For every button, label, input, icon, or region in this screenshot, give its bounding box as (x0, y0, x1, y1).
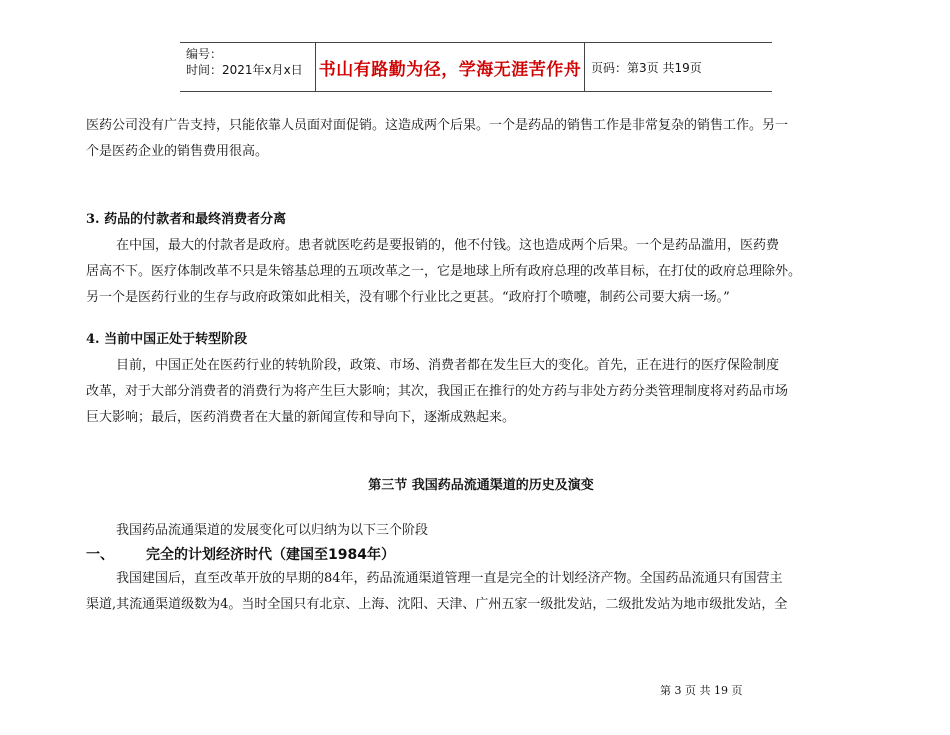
text-line: 巨大影响；最后，医药消费者在大量的新闻宣传和导向下，逐渐成熟起来。 (86, 410, 516, 425)
chapter-intro: 我国药品流通渠道的发展变化可以归纳为以下三个阶段 (116, 523, 429, 538)
text-line: 另一个是医药行业的生存与政府政策如此相关，没有哪个行业比之更甚。“政府打个喷嚏，制药公司要大病一场。” (86, 290, 730, 305)
header-page-info: 页码：第3页 共19页 (591, 60, 702, 75)
section-3 (86, 207, 876, 311)
page-header (180, 42, 772, 92)
text-line: 医药公司没有广告支持，只能依靠人员面对面促销。这造成两个后果。一个是药品的销售工作是非常复杂的销售工作。另一 (86, 118, 789, 133)
text-line: 个是医药企业的销售费用很高。 (86, 144, 269, 159)
text-line: 改革，对于大部分消费者的消费行为将产生巨大影响；其次，我国正在推行的处方药与非处方药分类管理制度将对药品市场 (86, 384, 789, 399)
text-line: 在中国，最大的付款者是政府。患者就医吃药是要报销的，他不付钱。这也造成两个后果。一个是药品滥用，医药费 (116, 238, 780, 253)
page-footer: 第 3 页 共 19 页 (660, 684, 743, 697)
stage-1-title: 完全的计划经济时代（建国至1984年） (146, 547, 395, 563)
text-line: 居高不下。医疗体制改革不只是朱镕基总理的五项改革之一，它是地球上所有政府总理的改革目标，在打仗的政府总理除外。 (86, 264, 802, 279)
time-label: 时间：2021年x月x日 (186, 63, 303, 77)
chapter-title: 第三节 我国药品流通渠道的历史及演变 (368, 478, 594, 493)
chapter-intro-block (86, 518, 876, 544)
header-meta (180, 43, 316, 91)
section-4-heading: 4. 当前中国正处于转型阶段 (86, 332, 248, 347)
stage-1-body (86, 566, 876, 618)
stage-1-number: 一、 (86, 547, 114, 563)
text-line: 渠道,其流通渠道级数为4。当时全国只有北京、上海、沈阳、天津、广州五家一级批发站，二级批发站为地市级批发站，全 (86, 597, 788, 612)
stage-1-heading (86, 544, 876, 566)
text-line: 目前，中国正处在医药行业的转轨阶段，政策、市场、消费者都在发生巨大的变化。首先，正在进行的医疗保险制度 (116, 358, 780, 373)
section-4 (86, 327, 876, 431)
text-line: 我国建国后，直至改革开放的早期的84年，药品流通渠道管理一直是完全的计划经济产物。全国药品流通只有国营主 (116, 571, 783, 586)
code-label: 编号： (186, 47, 223, 61)
intro-paragraph (86, 113, 876, 165)
section-3-heading: 3. 药品的付款者和最终消费者分离 (86, 212, 287, 227)
header-motto: 书山有路勤为径，学海无涯苦作舟 (316, 43, 585, 91)
